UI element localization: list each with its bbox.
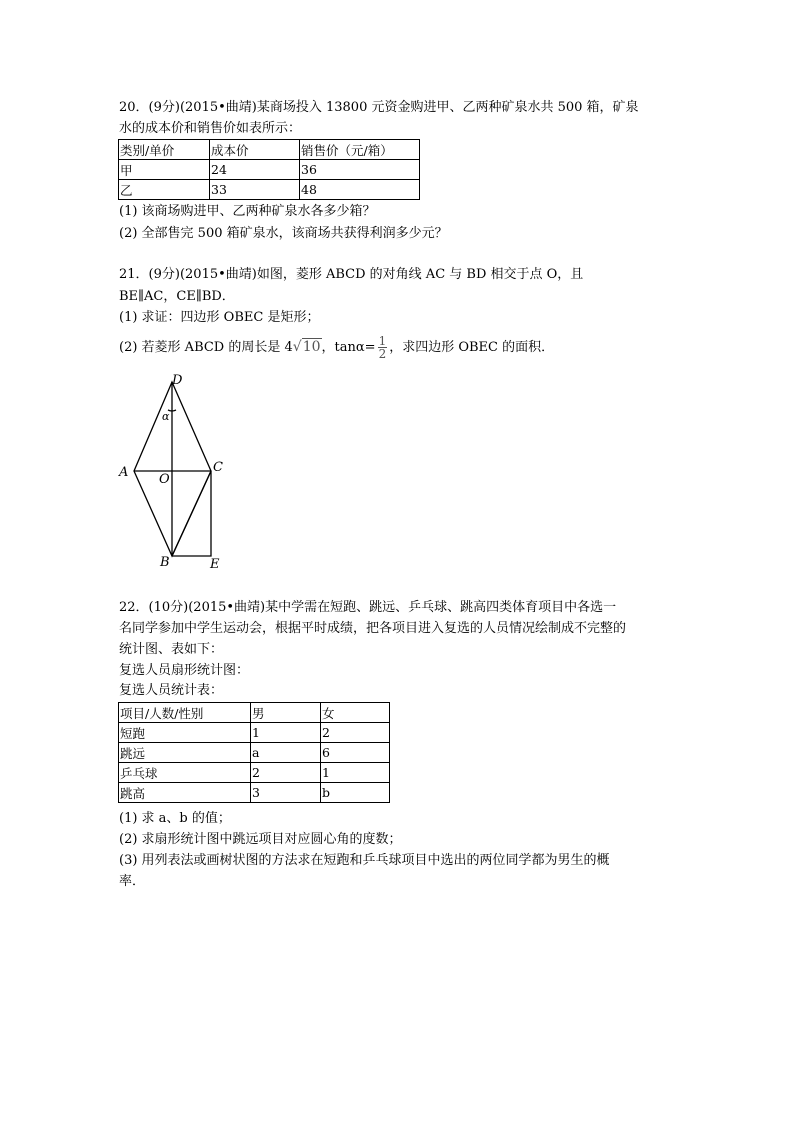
q22-sub1: (1) 求 a、b 的值； xyxy=(119,811,231,826)
segment-bc xyxy=(172,471,211,556)
table-cell: a xyxy=(251,743,321,763)
table-row xyxy=(119,783,390,803)
fraction-denominator: 2 xyxy=(378,347,387,361)
q22-table-caption: 复选人员统计表： xyxy=(119,683,224,698)
table-cell: 33 xyxy=(210,180,300,200)
sqrt-radicand: 10 xyxy=(302,339,321,355)
table-header-cell: 项目/人数/性别 xyxy=(119,703,251,723)
table-header-row xyxy=(119,703,390,723)
q20-sub1: (1) 该商场购进甲、乙两种矿泉水各多少箱？ xyxy=(119,204,376,219)
q22-pie-caption: 复选人员扇形统计图： xyxy=(119,663,250,678)
table-header-row xyxy=(119,140,420,160)
table-row xyxy=(119,180,420,200)
table-header-cell: 销售价（元/箱） xyxy=(300,140,420,160)
table-cell: 短跑 xyxy=(119,723,251,743)
table-header-cell: 女 xyxy=(321,703,390,723)
table-cell: 2 xyxy=(321,723,390,743)
q20-stem-line2: 水的成本价和销售价如表所示： xyxy=(119,121,302,136)
q22-stats-table xyxy=(118,702,390,803)
q22-sub3-cont: 率． xyxy=(119,874,146,889)
label-b: B xyxy=(160,555,170,570)
table-row xyxy=(119,723,390,743)
table-cell: b xyxy=(321,783,390,803)
q20-price-table xyxy=(118,139,420,200)
q20-stem-line1: 20．(9分)(2015•曲靖)某商场投入 13800 元资金购进甲、乙两种矿泉水共 500 箱，矿泉 xyxy=(119,100,639,115)
q22-stem-line1: 22．(10分)(2015•曲靖)某中学需在短跑、跳远、乒乓球、跳高四类体育项目中各选一 xyxy=(119,600,617,615)
table-row xyxy=(119,763,390,783)
label-a: A xyxy=(119,465,129,480)
table-row xyxy=(119,160,420,180)
fraction xyxy=(378,335,388,360)
q21-sub2-pre: (2) 若菱形 ABCD 的周长是 4 xyxy=(119,340,293,355)
sqrt-expression: √10 xyxy=(292,339,321,355)
q22-stem-line3: 统计图、表如下： xyxy=(119,642,224,657)
table-cell: 3 xyxy=(251,783,321,803)
table-cell: 48 xyxy=(300,180,420,200)
table-cell: 36 xyxy=(300,160,420,180)
table-cell: 乙 xyxy=(119,180,210,200)
table-cell: 6 xyxy=(321,743,390,763)
rhombus-figure xyxy=(110,370,240,575)
q21-tan-text: ，tanα= xyxy=(321,340,376,355)
table-cell: 2 xyxy=(251,763,321,783)
table-header-cell: 男 xyxy=(251,703,321,723)
table-cell: 1 xyxy=(321,763,390,783)
q21-stem-line2: BE∥AC，CE∥BD． xyxy=(119,289,235,304)
q21-sub2 xyxy=(119,333,554,362)
table-cell: 1 xyxy=(251,723,321,743)
q21-sub1: (1) 求证：四边形 OBEC 是矩形； xyxy=(119,310,320,325)
label-c: C xyxy=(213,460,223,475)
q21-sub2-post: ，求四边形 OBEC 的面积． xyxy=(389,340,555,355)
label-alpha: α xyxy=(162,410,170,423)
table-cell: 乒乓球 xyxy=(119,763,251,783)
q22-sub2: (2) 求扇形统计图中跳远项目对应圆心角的度数； xyxy=(119,832,402,847)
q22-stem-line2: 名同学参加中学生运动会，根据平时成绩，把各项目进入复选的人员情况绘制成不完整的 xyxy=(119,621,627,636)
table-cell: 甲 xyxy=(119,160,210,180)
table-cell: 24 xyxy=(210,160,300,180)
fraction-numerator: 1 xyxy=(378,334,387,348)
label-o: O xyxy=(159,472,170,487)
label-e: E xyxy=(210,557,220,572)
q22-sub3: (3) 用列表法或画树状图的方法求在短跑和乒乓球项目中选出的两位同学都为男生的概 xyxy=(119,853,610,868)
table-cell: 跳远 xyxy=(119,743,251,763)
table-header-cell: 成本价 xyxy=(210,140,300,160)
label-d: D xyxy=(172,373,183,388)
q20-sub2: (2) 全部售完 500 箱矿泉水，该商场共获得利润多少元？ xyxy=(119,226,448,241)
table-row xyxy=(119,743,390,763)
q21-stem-line1: 21．(9分)(2015•曲靖)如图，菱形 ABCD 的对角线 AC 与 BD 相交于点 O，且 xyxy=(119,267,584,282)
table-header-cell: 类别/单价 xyxy=(119,140,210,160)
table-cell: 跳高 xyxy=(119,783,251,803)
